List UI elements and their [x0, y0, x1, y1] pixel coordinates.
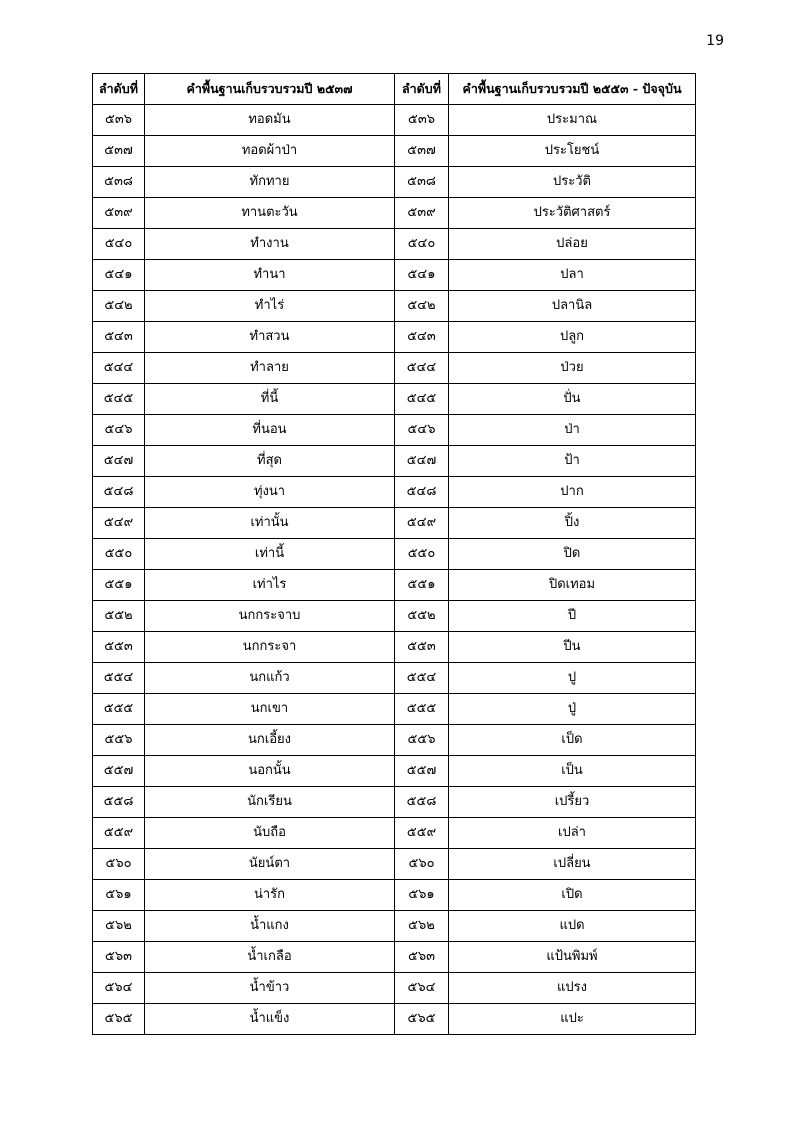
word-2537: นับถือ	[145, 818, 395, 849]
order-number-1: ๕๔๓	[93, 322, 145, 353]
order-number-2: ๕๖๐	[395, 849, 449, 880]
word-2553: ปลา	[449, 260, 696, 291]
word-2553: เปรี้ยว	[449, 787, 696, 818]
order-number-2: ๕๖๔	[395, 973, 449, 1004]
table-row	[93, 446, 696, 477]
word-2537: ทำลาย	[145, 353, 395, 384]
word-2553: แป้นพิมพ์	[449, 942, 696, 973]
order-number-1: ๕๓๖	[93, 105, 145, 136]
order-number-1: ๕๔๖	[93, 415, 145, 446]
table-row	[93, 694, 696, 725]
order-number-1: ๕๖๒	[93, 911, 145, 942]
table-row	[93, 942, 696, 973]
word-2553: ปิดเทอม	[449, 570, 696, 601]
word-2537: น้ำแกง	[145, 911, 395, 942]
word-2553: ปี	[449, 601, 696, 632]
order-number-1: ๕๖๓	[93, 942, 145, 973]
word-2553: ปั่น	[449, 384, 696, 415]
order-number-1: ๕๕๒	[93, 601, 145, 632]
word-2537: นกกระจา	[145, 632, 395, 663]
order-number-2: ๕๕๐	[395, 539, 449, 570]
order-number-2: ๕๔๘	[395, 477, 449, 508]
table-row	[93, 539, 696, 570]
order-number-1: ๕๔๑	[93, 260, 145, 291]
order-number-2: ๕๖๕	[395, 1004, 449, 1035]
word-2537: นอกนั้น	[145, 756, 395, 787]
header-words-2537: คำพื้นฐานเก็บรวบรวมปี ๒๕๓๗	[145, 74, 395, 105]
order-number-1: ๕๕๘	[93, 787, 145, 818]
table-body	[93, 105, 696, 1035]
word-2537: เท่านี้	[145, 539, 395, 570]
word-2537: ทำงาน	[145, 229, 395, 260]
word-2553: ปู่	[449, 694, 696, 725]
table-row	[93, 198, 696, 229]
table-row	[93, 105, 696, 136]
table-row	[93, 477, 696, 508]
order-number-2: ๕๕๑	[395, 570, 449, 601]
header-order-2: ลำดับที่	[395, 74, 449, 105]
word-2553: เปิด	[449, 880, 696, 911]
order-number-2: ๕๕๔	[395, 663, 449, 694]
word-2553: เปล่า	[449, 818, 696, 849]
word-2537: ทักทาย	[145, 167, 395, 198]
word-2537: เท่าไร	[145, 570, 395, 601]
order-number-2: ๕๔๒	[395, 291, 449, 322]
order-number-1: ๕๖๑	[93, 880, 145, 911]
word-2537: ที่นี้	[145, 384, 395, 415]
word-2553: ปลานิล	[449, 291, 696, 322]
table-row	[93, 818, 696, 849]
table-row	[93, 570, 696, 601]
table-row	[93, 322, 696, 353]
order-number-2: ๕๖๒	[395, 911, 449, 942]
order-number-2: ๕๕๕	[395, 694, 449, 725]
word-2553: ป่วย	[449, 353, 696, 384]
order-number-2: ๕๔๓	[395, 322, 449, 353]
order-number-1: ๕๔๙	[93, 508, 145, 539]
word-2537: นกกระจาบ	[145, 601, 395, 632]
table-row	[93, 353, 696, 384]
word-2553: แปะ	[449, 1004, 696, 1035]
order-number-2: ๕๔๑	[395, 260, 449, 291]
header-order-1: ลำดับที่	[93, 74, 145, 105]
word-2537: ทำนา	[145, 260, 395, 291]
order-number-2: ๕๔๗	[395, 446, 449, 477]
word-2537: นักเรียน	[145, 787, 395, 818]
word-2553: แปรง	[449, 973, 696, 1004]
word-2537: ทานตะวัน	[145, 198, 395, 229]
word-2537: ทำไร่	[145, 291, 395, 322]
word-2553: แปด	[449, 911, 696, 942]
word-2537: ทำสวน	[145, 322, 395, 353]
order-number-1: ๕๔๐	[93, 229, 145, 260]
word-2553: ประโยชน์	[449, 136, 696, 167]
order-number-2: ๕๔๖	[395, 415, 449, 446]
header-words-2553-present: คำพื้นฐานเก็บรวบรวมปี ๒๕๕๓ - ปัจจุบัน	[449, 74, 696, 105]
table-row	[93, 725, 696, 756]
order-number-1: ๕๕๖	[93, 725, 145, 756]
table-row	[93, 260, 696, 291]
word-2553: ประมาณ	[449, 105, 696, 136]
word-2537: น่ารัก	[145, 880, 395, 911]
word-2553: ปลูก	[449, 322, 696, 353]
word-2553: ป่า	[449, 415, 696, 446]
word-2537: ทอดผ้าป่า	[145, 136, 395, 167]
word-2553: ปล่อย	[449, 229, 696, 260]
order-number-2: ๕๔๐	[395, 229, 449, 260]
order-number-1: ๕๓๗	[93, 136, 145, 167]
table-row	[93, 167, 696, 198]
order-number-1: ๕๕๔	[93, 663, 145, 694]
word-2553: ปิด	[449, 539, 696, 570]
word-2553: ปิ้ง	[449, 508, 696, 539]
order-number-1: ๕๕๐	[93, 539, 145, 570]
table-row	[93, 415, 696, 446]
order-number-1: ๕๖๕	[93, 1004, 145, 1035]
table-row	[93, 880, 696, 911]
word-2537: ที่สุด	[145, 446, 395, 477]
order-number-1: ๕๔๒	[93, 291, 145, 322]
order-number-1: ๕๔๔	[93, 353, 145, 384]
order-number-1: ๕๖๔	[93, 973, 145, 1004]
word-2553: ป้า	[449, 446, 696, 477]
word-2537: นกเอี้ยง	[145, 725, 395, 756]
order-number-2: ๕๓๘	[395, 167, 449, 198]
table-row	[93, 601, 696, 632]
table-row	[93, 136, 696, 167]
table-row	[93, 973, 696, 1004]
word-2537: ที่นอน	[145, 415, 395, 446]
order-number-1: ๕๕๗	[93, 756, 145, 787]
order-number-1: ๕๔๘	[93, 477, 145, 508]
order-number-1: ๕๕๓	[93, 632, 145, 663]
word-2537: น้ำเกลือ	[145, 942, 395, 973]
word-2553: ประวัติ	[449, 167, 696, 198]
basic-words-table	[92, 73, 696, 1035]
order-number-2: ๕๔๔	[395, 353, 449, 384]
table-row	[93, 911, 696, 942]
order-number-2: ๕๔๙	[395, 508, 449, 539]
order-number-2: ๕๕๘	[395, 787, 449, 818]
order-number-2: ๕๔๕	[395, 384, 449, 415]
word-2537: เท่านั้น	[145, 508, 395, 539]
table-row	[93, 787, 696, 818]
word-2553: ปาก	[449, 477, 696, 508]
order-number-2: ๕๕๓	[395, 632, 449, 663]
table-row	[93, 663, 696, 694]
order-number-1: ๕๔๗	[93, 446, 145, 477]
order-number-1: ๕๔๕	[93, 384, 145, 415]
word-2537: นัยน์ตา	[145, 849, 395, 880]
order-number-1: ๕๕๑	[93, 570, 145, 601]
order-number-2: ๕๓๙	[395, 198, 449, 229]
page-number: 19	[706, 33, 724, 49]
order-number-2: ๕๖๑	[395, 880, 449, 911]
table-row	[93, 756, 696, 787]
table-row	[93, 849, 696, 880]
word-2537: ทุ่งนา	[145, 477, 395, 508]
order-number-1: ๕๕๙	[93, 818, 145, 849]
order-number-2: ๕๕๖	[395, 725, 449, 756]
order-number-1: ๕๕๕	[93, 694, 145, 725]
table-row	[93, 384, 696, 415]
order-number-2: ๕๕๗	[395, 756, 449, 787]
word-2537: ทอดมัน	[145, 105, 395, 136]
table-row	[93, 508, 696, 539]
table-row	[93, 229, 696, 260]
word-2553: ประวัติศาสตร์	[449, 198, 696, 229]
word-2553: ปีน	[449, 632, 696, 663]
table-header-row	[93, 74, 696, 105]
table-row	[93, 1004, 696, 1035]
table-row	[93, 291, 696, 322]
word-2537: น้ำแข็ง	[145, 1004, 395, 1035]
order-number-2: ๕๓๖	[395, 105, 449, 136]
order-number-1: ๕๖๐	[93, 849, 145, 880]
word-2553: เป็น	[449, 756, 696, 787]
table-row	[93, 632, 696, 663]
order-number-1: ๕๓๙	[93, 198, 145, 229]
order-number-2: ๕๕๒	[395, 601, 449, 632]
word-2553: เปลี่ยน	[449, 849, 696, 880]
word-2537: นกแก้ว	[145, 663, 395, 694]
word-2537: นกเขา	[145, 694, 395, 725]
word-2553: เป็ด	[449, 725, 696, 756]
order-number-2: ๕๖๓	[395, 942, 449, 973]
order-number-2: ๕๓๗	[395, 136, 449, 167]
word-2553: ปู	[449, 663, 696, 694]
word-2537: น้ำข้าว	[145, 973, 395, 1004]
order-number-2: ๕๕๙	[395, 818, 449, 849]
order-number-1: ๕๓๘	[93, 167, 145, 198]
